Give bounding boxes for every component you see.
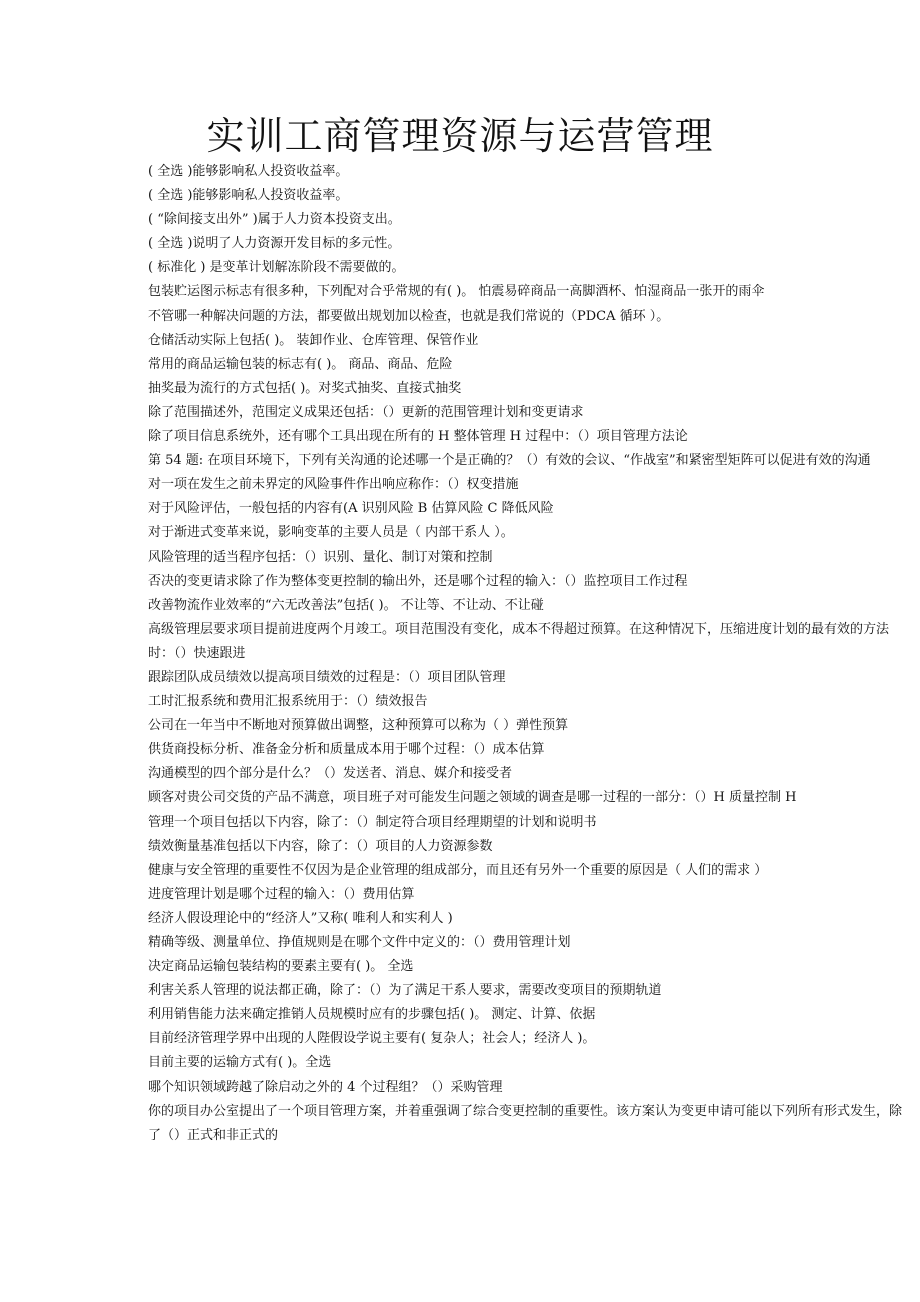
question-line: ( 全选 )说明了人力资源开发目标的多元性。 [148, 236, 401, 252]
question-line: 不管哪一种解决问题的方法，都要做出规划加以检查，也就是我们常说的（PDCA 循环 ）。 [148, 308, 670, 324]
question-line: 除了项目信息系统外，还有哪个工具出现在所有的 H 整体管理 H 过程中：（）项目管理方法论 [148, 429, 688, 445]
question-line: 对一项在发生之前未界定的风险事件作出响应称作：（）权变措施 [148, 477, 519, 493]
question-line: 除了范围描述外，范围定义成果还包括：（）更新的范围管理计划和变更请求 [148, 404, 584, 420]
question-line: 目前经济管理学界中出现的人陛假设学说主要有( 复杂人；社会人；经济人 )。 [148, 1031, 596, 1047]
question-line: 精确等级、测量单位、挣值规则是在哪个文件中定义的：（）费用管理计划 [148, 935, 571, 950]
question-line: ( 全选 )能够影响私人投资收益率。 [148, 188, 349, 204]
question-line: 否决的变更请求除了作为整体变更控制的输出外，还是哪个过程的输入：（）监控项目工作过程 [148, 573, 688, 589]
question-line: 管理一个项目包括以下内容，除了：（）制定符合项目经理期望的计划和说明书 [148, 814, 597, 830]
question-line: 绩效衡量基准包括以下内容，除了：（）项目的人力资源参数 [148, 838, 493, 854]
question-line: 工时汇报系统和费用汇报系统用于：（）绩效报告 [148, 694, 428, 710]
question-line: ( 全选 )能够影响私人投资收益率。 [148, 164, 349, 179]
question-line: 风险管理的适当程序包括：（）识别、量化、制订对策和控制 [148, 549, 493, 565]
question-list [148, 160, 914, 1148]
question-line: 利害关系人管理的说法都正确，除了：（）为了满足干系人要求，需要改变项目的预期轨道 [148, 983, 662, 999]
question-line: 决定商品运输包装结构的要素主要有( )。 全选 [148, 959, 414, 975]
question-line: 沟通模型的四个部分是什么？（）发送者、消息、媒介和接受者 [148, 766, 513, 782]
question-line: 公司在一年当中不断地对预算做出调整，这种预算可以称为（ ）弹性预算 [148, 718, 569, 734]
question-line: ( “除间接支出外” )属于人力资本投资支出。 [148, 212, 401, 228]
question-line: 供货商投标分析、准备金分析和质量成本用于哪个过程：（）成本估算 [148, 742, 545, 758]
watermark: cn [380, 600, 437, 656]
question-line: 跟踪团队成员绩效以提高项目绩效的过程是：（）项目团队管理 [148, 669, 506, 685]
question-line: 经济人假设理论中的“经济人”又称( 唯利人和实利人 ) [148, 910, 453, 926]
question-line: 第 54 题: 在项目环境下，下列有关沟通的论述哪一个是正确的？（）有效的会议、“作战室”和紧密型矩阵可以促进有效的沟通 [148, 453, 871, 469]
question-line: 利用销售能力法来确定推销人员规模时应有的步骤包括( )。 测定、计算、依据 [148, 1007, 596, 1023]
question-line: 哪个知识领域跨越了除启动之外的 4 个过程组？（）采购管理 [148, 1079, 503, 1095]
question-line: 健康与安全管理的重要性不仅因为是企业管理的组成部分，而且还有另外一个重要的原因是（ 人们的需求 ） [148, 862, 768, 878]
question-line: 进度管理计划是哪个过程的输入：（）费用估算 [148, 886, 415, 902]
question-line: 抽奖最为流行的方式包括( )。对奖式抽奖、直接式抽奖 [148, 380, 462, 396]
question-line: 改善物流作业效率的“六无改善法”包括( )。 不让等、不让动、不让碰 [148, 597, 544, 613]
question-line: 目前主要的运输方式有( )。全选 [148, 1055, 332, 1071]
question-line: 顾客对贵公司交货的产品不满意，项目班子对可能发生问题之领域的调查是哪一过程的一部分：（）H 质量控制 H [148, 790, 797, 806]
question-line: 对于风险评估，一般包括的内容有(A 识别风险 B 估算风险 C 降低风险 [148, 501, 554, 517]
question-line: 对于渐进式变革来说，影响变革的主要人员是（ 内部干系人 ）。 [148, 525, 514, 541]
question-line: 常用的商品运输包装的标志有( )。 商品、商品、危险 [148, 356, 453, 372]
question-line: 你的项目办公室提出了一个项目管理方案，并着重强调了综合变更控制的重要性。该方案认为变更申请可能以下列所有形式发生，除了（）正式和非正式的 [148, 1103, 903, 1143]
question-line: 高级管理层要求项目提前进度两个月竣工。项目范围没有变化，成本不得超过预算。在这种情况下，压缩进度计划的最有效的方法时：（）快速跟进 [148, 621, 890, 661]
question-line: ( 标准化 ) 是变革计划解冻阶段不需要做的。 [148, 260, 405, 276]
question-line: 仓储活动实际上包括( )。 装卸作业、仓库管理、保管作业 [148, 332, 479, 348]
document-title: 实训工商管理资源与运营管理 [206, 114, 714, 158]
question-line: 包装贮运图示标志有很多种，下列配对合乎常规的有( )。 怕震易碎商品一高脚酒杯、怕湿商品一张开的雨伞 [148, 284, 765, 300]
